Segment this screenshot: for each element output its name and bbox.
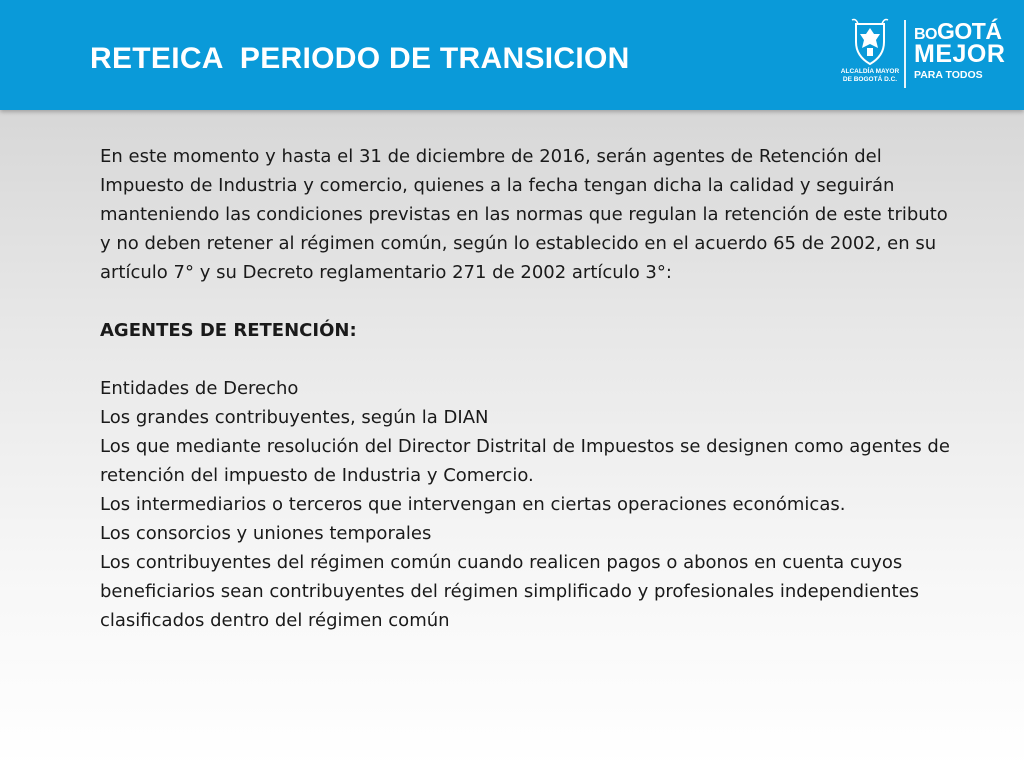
alcaldia-line-1: ALCALDÍA MAYOR [840,68,900,75]
slide-title: RETEICA PERIODO DE TRANSICION [90,42,630,75]
alcaldia-logo [838,18,902,94]
bogota-logo-bo: BO [914,26,937,43]
bogota-logo-line-2: MEJOR [914,40,1006,68]
slide-body [100,142,960,635]
header-bar [0,0,1024,110]
list-item: Los que mediante resolución del Director Distrital de Impuestos se designen como agentes de retención del impuesto de Industria y Comercio. [100,436,950,486]
list-item: Entidades de Derecho [100,378,299,399]
list-item: Los consorcios y uniones temporales [100,523,432,544]
bogota-mejor-logo [914,18,1006,90]
coat-of-arms-icon [850,18,890,66]
alcaldia-line-2: DE BOGOTÁ D.C. [842,76,898,83]
list-item: Los grandes contribuyentes, según la DIAN [100,407,489,428]
bogota-logo-gota: GOTÁ [937,18,1002,44]
spacer [100,287,960,316]
bogota-logo-line-3: PARA TODOS [914,69,983,81]
list-item: Los contribuyentes del régimen común cuando realicen pagos o abonos en cuenta cuyos beneficiarios sean contribuyentes del régimen simplificado y profesionales independientes clasificados dentro del régimen común [100,552,920,631]
logo-divider [904,20,906,88]
spacer [100,345,960,374]
list-item: Los intermediarios o terceros que intervengan en ciertas operaciones económicas. [100,494,846,515]
alcaldia-text [838,68,902,84]
section-heading: AGENTES DE RETENCIÓN: [100,320,357,341]
intro-paragraph: En este momento y hasta el 31 de diciembre de 2016, serán agentes de Retención del Impuesto de Industria y comercio, quienes a la fecha tengan dicha la calidad y seguirán manteniendo las condiciones previstas en las normas que regulan la retención de este tributo y no deben retener al régimen común, según lo establecido en el acuerdo 65 de 2002, en su artículo 7° y su Decreto reglamentario 271 de 2002 artículo 3°: [100,146,948,283]
